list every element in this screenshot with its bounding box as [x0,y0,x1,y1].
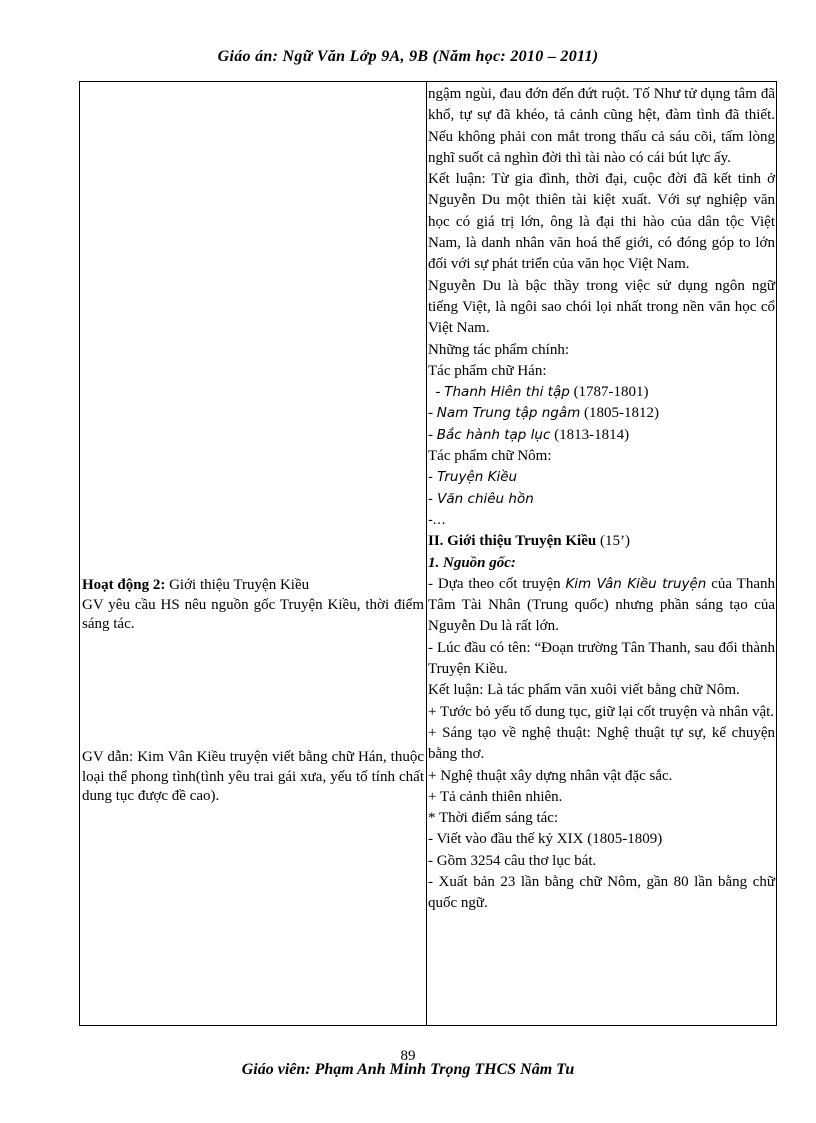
page-footer: Giáo viên: Phạm Anh Minh Trọng THCS Nâm Tu [241,1061,575,1078]
section-title: II. Giới thiệu Truyện Kiều (15’) [428,533,630,550]
nom-work-1: - Truyện Kiều [428,469,518,486]
origin-2: - Lúc đầu có tên: “Đoạn trường Tân Thanh, sau đổi thành Truyện Kiều. [428,639,775,678]
han-work-3: - Bắc hành tạp lục (1813-1814) [428,426,630,443]
time-2: - Gồm 3254 câu thơ lục bát. [428,852,597,869]
han-work-1: - Thanh Hiên thi tập (1787-1801) [428,384,649,401]
point-1: + Tước bỏ yếu tố dung tục, giữ lại cốt truyện và nhân vật. [428,703,775,720]
time-3: - Xuất bản 23 lần bằng chữ Nôm, gần 80 lần bằng chữ quốc ngữ. [428,873,775,912]
teacher-lead: GV dẫn: Kim Vân Kiều truyện viết bằng chữ Hán, thuộc loại thể phong tình(tình yêu trai gái xưa, yếu tố tính chất dung tục được đề cao). [82,749,424,805]
origin-heading: 1. Nguồn gốc: [428,554,516,571]
paragraph-2: Kết luận: Từ gia đình, thời đại, cuộc đời đã kết tinh ở Nguyễn Du một thiên tài kiệt xuất. Với sự nghiệp văn học có giá trị lớn, ông là đại thi hào của dân tộc Việt Nam, là danh nhân văn hoá thế giới, có đóng góp to lớn đối với sự phát triển của văn học Việt Nam. [428,171,775,273]
lesson-table [79,81,777,1026]
paragraph-1: ngậm ngùi, đau đớn đến đứt ruột. Tố Như tử dụng tâm đã khổ, tự sự đã khéo, tả cảnh cũng hệt, đàm tình đã thiết. Nếu không phải con mắt trong thấu cả sáu cõi, tấm lòng nghĩ suốt cả nghìn đời thì tài nào có cái bút lực ấy. [428,86,775,166]
activity-label: Hoạt động 2: [82,577,166,593]
activity-heading [82,576,424,596]
column-divider [426,82,427,1025]
teacher-question: GV yêu cầu HS nêu nguồn gốc Truyện Kiều, thời điểm sáng tác. [82,596,424,633]
nom-work-2: - Văn chiêu hồn [428,490,534,507]
paragraph-3: Nguyễn Du là bậc thầy trong việc sử dụng ngôn ngữ tiếng Việt, là ngôi sao chói lọi nhất trong nền văn học cổ Việt Nam. [428,277,775,337]
works-heading: Những tác phẩm chính: [428,341,570,358]
content-cell [428,84,775,915]
origin-1: - Dựa theo cốt truyện Kim Vân Kiều truyện của Thanh Tâm Tài Nhân (Trung quốc) nhưng phần sáng tạo của Nguyễn Du là rất lớn. [428,575,775,635]
activity-text: Giới thiệu Truyện Kiều [165,577,310,593]
han-work-2: - Nam Trung tập ngâm (1805-1812) [428,405,660,422]
nom-work-3: -… [428,511,447,528]
han-heading: Tác phẩm chữ Hán: [428,362,547,379]
conclusion: Kết luận: Là tác phẩm văn xuôi viết bằng chữ Nôm. [428,682,740,699]
page-number: 89 [400,1048,416,1064]
page-header: Giáo án: Ngữ Văn Lớp 9A, 9B (Năm học: 2010 – 2011) [217,48,599,65]
time-1: - Viết vào đầu thế kỷ XIX (1805-1809) [428,831,663,848]
nom-heading: Tác phẩm chữ Nôm: [428,448,552,465]
point-4: + Tả cảnh thiên nhiên. [428,788,563,805]
time-heading: * Thời điểm sáng tác: [428,810,559,827]
point-3: + Nghệ thuật xây dựng nhân vật đặc sắc. [428,767,673,784]
point-2: + Sáng tạo về nghệ thuật: Nghệ thuật tự sự, kể chuyện bằng thơ. [428,724,775,763]
activity-cell [82,576,424,635]
